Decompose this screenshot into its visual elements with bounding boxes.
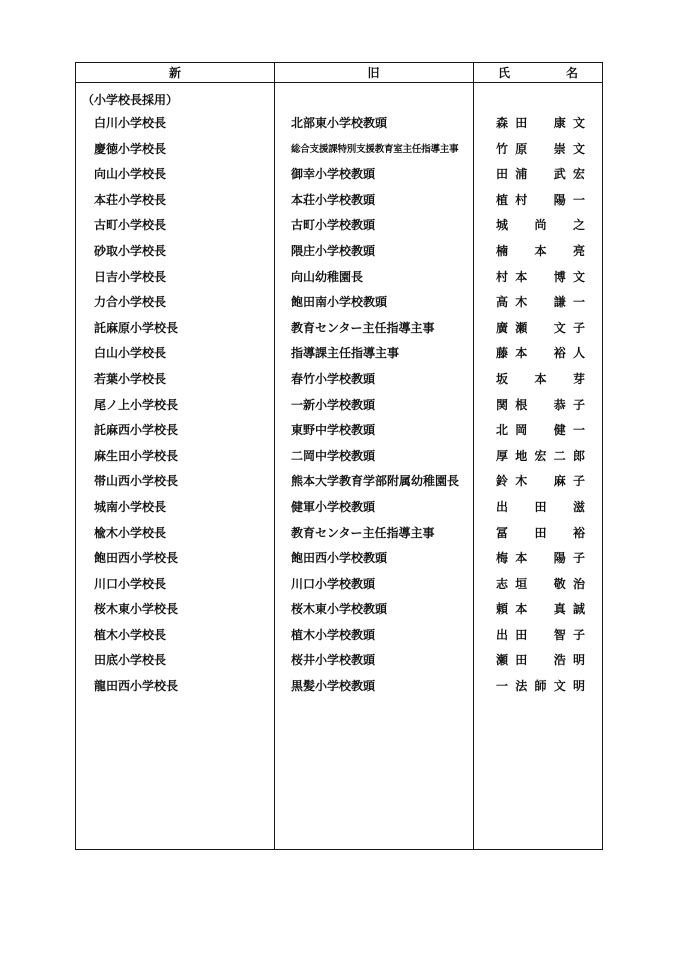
name-character: 一 <box>573 423 586 438</box>
old-position: 春竹小学校教頭 <box>291 371 376 386</box>
new-position: 託麻原小学校長 <box>94 320 179 335</box>
name-character <box>554 216 566 233</box>
name-character: 崇 <box>553 141 566 156</box>
name-character: 田 <box>534 499 547 514</box>
name-character: 廣 <box>496 320 509 335</box>
person-name <box>496 651 585 668</box>
name-character: 子 <box>573 397 586 412</box>
name-character: 浩 <box>553 653 566 668</box>
name-character: 法 <box>515 679 528 694</box>
name-character: 植 <box>496 192 509 207</box>
name-character <box>535 344 547 361</box>
old-position: 桜木東小学校教頭 <box>291 602 388 617</box>
name-character <box>535 651 547 668</box>
name-character <box>554 242 566 259</box>
name-character <box>554 524 566 541</box>
name-character: 文 <box>553 320 566 335</box>
table-row <box>76 370 602 396</box>
person-name <box>496 242 585 259</box>
name-character <box>535 472 547 489</box>
name-character: 尚 <box>534 218 547 233</box>
name-character <box>515 498 527 515</box>
name-character <box>535 191 547 208</box>
name-character <box>535 421 547 438</box>
name-character: 明 <box>573 653 586 668</box>
old-position: 飽田南小学校教頭 <box>291 295 388 310</box>
name-character <box>515 242 527 259</box>
name-character: 北 <box>496 423 509 438</box>
old-position: 川口小学校教頭 <box>291 576 376 591</box>
person-name <box>496 114 585 131</box>
name-character: 郎 <box>573 448 586 463</box>
new-position: 慶徳小学校長 <box>94 141 167 156</box>
name-character: 博 <box>553 269 566 284</box>
name-character: 一 <box>496 679 509 694</box>
table-row <box>76 575 602 601</box>
table-row <box>76 600 602 626</box>
name-character: 浦 <box>515 167 528 182</box>
name-character: 田 <box>534 525 547 540</box>
table-row <box>76 498 602 524</box>
name-character: 一 <box>573 192 586 207</box>
old-position: 向山幼稚園長 <box>291 269 364 284</box>
name-character <box>535 293 547 310</box>
new-position: 日吉小学校長 <box>94 269 167 284</box>
new-position: 古町小学校長 <box>94 218 167 233</box>
old-position: 一新小学校教頭 <box>291 397 376 412</box>
name-character: 本 <box>534 371 547 386</box>
name-character <box>554 498 566 515</box>
name-character: 人 <box>573 346 586 361</box>
new-position: 植木小学校長 <box>94 627 167 642</box>
name-character: 子 <box>573 320 586 335</box>
old-position: 隈庄小学校教頭 <box>291 243 376 258</box>
new-position: 砂取小学校長 <box>94 243 167 258</box>
header-old: 旧 <box>367 66 380 80</box>
name-character: 楠 <box>496 243 509 258</box>
name-character: 本 <box>515 346 528 361</box>
name-character: 田 <box>515 116 528 130</box>
table-row <box>76 268 602 294</box>
name-character <box>535 549 547 566</box>
name-character <box>535 165 547 182</box>
table-row <box>76 242 602 268</box>
new-position: 城南小学校長 <box>94 499 167 514</box>
person-name <box>496 191 585 208</box>
name-character: 地 <box>515 448 528 463</box>
name-character <box>535 268 547 285</box>
name-character: 田 <box>515 627 528 642</box>
header-new: 新 <box>168 66 181 80</box>
name-character: 瀬 <box>515 320 528 335</box>
person-name <box>496 293 585 310</box>
old-position: 教育センター主任指導主事 <box>291 525 435 540</box>
new-position: 田底小学校長 <box>94 653 167 668</box>
table-row <box>76 293 602 319</box>
name-character: 麻 <box>553 474 566 489</box>
name-character: 師 <box>534 679 547 694</box>
name-character: 木 <box>515 474 528 489</box>
name-character: 田 <box>515 653 528 668</box>
name-character <box>515 370 527 387</box>
name-character: 厚 <box>496 448 509 463</box>
new-position: 向山小学校長 <box>94 167 167 182</box>
name-character: 鈴 <box>496 474 509 489</box>
name-character: 子 <box>573 474 586 489</box>
old-position: 御幸小学校教頭 <box>291 167 376 182</box>
table-row <box>76 472 602 498</box>
table-row <box>76 396 602 422</box>
old-position: 総合支援課特別支援教育室主任指導主事 <box>291 143 459 155</box>
old-position: 熊本大学教育学部附属幼稚園長 <box>291 474 460 489</box>
name-character: 藤 <box>496 346 509 361</box>
new-position: 尾ノ上小学校長 <box>94 397 179 412</box>
old-position: 二岡中学校教頭 <box>291 448 376 463</box>
person-name <box>496 370 585 387</box>
name-character <box>515 524 527 541</box>
section-label: （小学校長採用） <box>82 93 179 107</box>
name-character: 武 <box>553 167 566 182</box>
personnel-table <box>75 62 603 850</box>
name-character: 岡 <box>515 423 528 438</box>
name-character: 根 <box>515 397 528 412</box>
name-character: 城 <box>496 218 509 233</box>
person-name <box>496 421 585 438</box>
name-character: 子 <box>573 551 586 566</box>
new-position: 若葉小学校長 <box>94 371 167 386</box>
table-row <box>76 344 602 370</box>
name-character: 敬 <box>553 576 566 591</box>
name-character <box>535 626 547 643</box>
name-character: 文 <box>573 116 586 130</box>
name-character: 二 <box>553 448 566 463</box>
new-position: 飽田西小学校長 <box>94 551 179 566</box>
new-position: 桜木東小学校長 <box>94 602 179 617</box>
new-position: 力合小学校長 <box>94 295 167 310</box>
name-character: 芽 <box>573 371 586 386</box>
name-character: 滋 <box>573 499 586 514</box>
table-row <box>76 677 602 703</box>
name-character <box>554 370 566 387</box>
header-name-first: 氏 <box>498 66 511 80</box>
person-name <box>496 216 585 233</box>
name-character: 村 <box>496 269 509 284</box>
name-character: 明 <box>573 679 586 694</box>
name-character: 之 <box>573 218 586 233</box>
person-name <box>496 165 585 182</box>
name-character: 関 <box>496 397 509 412</box>
name-character <box>535 600 547 617</box>
old-position: 健軍小学校教頭 <box>291 499 376 514</box>
table-row <box>76 114 602 140</box>
table-row <box>76 191 602 217</box>
person-name <box>496 396 585 413</box>
name-character <box>535 114 547 131</box>
name-character <box>515 216 527 233</box>
name-character: 裕 <box>553 346 566 361</box>
name-character: 文 <box>553 679 566 694</box>
table-row <box>76 421 602 447</box>
name-character: 真 <box>553 602 566 617</box>
name-character: 裕 <box>573 525 586 540</box>
name-character: 高 <box>496 295 509 310</box>
table-row <box>76 216 602 242</box>
header-name-last: 名 <box>565 66 578 80</box>
new-position: 楡木小学校長 <box>94 525 167 540</box>
table-row <box>76 549 602 575</box>
person-name <box>496 498 585 515</box>
name-character: 瀬 <box>496 653 509 668</box>
old-position: 教育センター主任指導主事 <box>291 320 435 335</box>
name-character: 竹 <box>496 141 509 156</box>
name-character: 坂 <box>496 371 509 386</box>
name-character <box>535 396 547 413</box>
person-name <box>496 472 585 489</box>
table-row <box>76 651 602 677</box>
name-character: 恭 <box>553 397 566 412</box>
name-character: 原 <box>515 141 528 156</box>
name-character: 康 <box>553 116 566 130</box>
old-position: 古町小学校教頭 <box>291 218 376 233</box>
header-name <box>473 64 604 82</box>
name-character: 本 <box>534 243 547 258</box>
person-name <box>496 140 585 157</box>
person-name <box>496 447 585 464</box>
new-position: 本荘小学校長 <box>94 192 167 207</box>
name-character: 頼 <box>496 602 509 617</box>
name-character: 宏 <box>534 448 547 463</box>
new-position: 託麻西小学校長 <box>94 423 179 438</box>
name-character: 森 <box>496 116 509 130</box>
name-character: 出 <box>496 499 509 514</box>
name-character: 木 <box>515 295 528 310</box>
person-name <box>496 268 585 285</box>
table-row <box>76 626 602 652</box>
person-name <box>496 344 585 361</box>
person-name <box>496 575 585 592</box>
name-character: 治 <box>573 576 586 591</box>
name-character <box>535 575 547 592</box>
table-row <box>76 140 602 166</box>
new-position: 龍田西小学校長 <box>94 679 179 694</box>
person-name <box>496 524 585 541</box>
name-character: 健 <box>553 423 566 438</box>
table-row <box>76 447 602 473</box>
table-row <box>76 165 602 191</box>
name-character: 本 <box>515 602 528 617</box>
name-character: 志 <box>496 576 509 591</box>
old-position: 北部東小学校教頭 <box>291 116 388 130</box>
name-character: 一 <box>573 295 586 310</box>
person-name <box>496 677 585 694</box>
name-character: 村 <box>515 192 528 207</box>
old-position: 指導課主任指導主事 <box>291 346 400 361</box>
name-character: 誠 <box>573 602 586 617</box>
new-position: 麻生田小学校長 <box>94 448 179 463</box>
name-character: 陽 <box>553 192 566 207</box>
person-name <box>496 600 585 617</box>
old-position: 植木小学校教頭 <box>291 627 376 642</box>
person-name <box>496 549 585 566</box>
name-character: 出 <box>496 627 509 642</box>
new-position: 帯山西小学校長 <box>94 474 179 489</box>
old-position: 黒髪小学校教頭 <box>291 679 376 694</box>
name-character: 本 <box>515 269 528 284</box>
name-character <box>535 140 547 157</box>
new-position: 白川小学校長 <box>94 116 167 130</box>
old-position: 東野中学校教頭 <box>291 423 376 438</box>
name-character: 子 <box>573 627 586 642</box>
old-position: 本荘小学校教頭 <box>291 192 376 207</box>
table-row <box>76 524 602 550</box>
old-position: 桜井小学校教頭 <box>291 653 376 668</box>
name-character: 亮 <box>573 243 586 258</box>
name-character: 智 <box>553 627 566 642</box>
table-body <box>76 114 602 703</box>
name-character: 本 <box>515 551 528 566</box>
name-character: 垣 <box>515 576 528 591</box>
name-character: 謙 <box>553 295 566 310</box>
name-character: 陽 <box>553 551 566 566</box>
name-character: 冨 <box>496 525 509 540</box>
table-header <box>76 63 602 83</box>
name-character <box>535 319 547 336</box>
name-character: 文 <box>573 269 586 284</box>
name-character: 梅 <box>496 551 509 566</box>
old-position: 飽田西小学校教頭 <box>291 551 388 566</box>
name-character: 田 <box>496 167 509 182</box>
new-position: 白山小学校長 <box>94 346 167 361</box>
person-name <box>496 319 585 336</box>
person-name <box>496 626 585 643</box>
name-character: 宏 <box>573 167 586 182</box>
name-character: 文 <box>573 141 586 156</box>
new-position: 川口小学校長 <box>94 576 167 591</box>
table-row <box>76 319 602 345</box>
